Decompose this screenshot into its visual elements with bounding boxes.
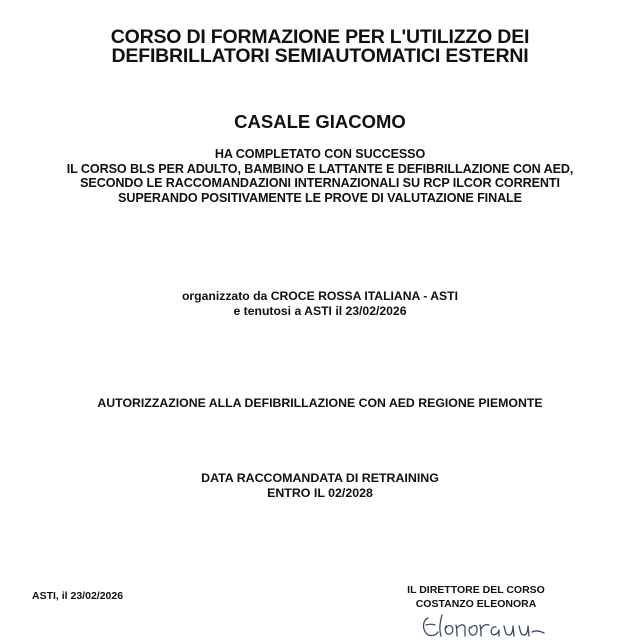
retraining-label: DATA RACCOMANDATA DI RETRAINING [201, 471, 439, 485]
organizer-info [0, 289, 640, 319]
retraining-deadline: ENTRO IL 02/2028 [267, 486, 373, 500]
certificate-title [0, 28, 640, 66]
director-role: IL DIRETTORE DEL CORSO [407, 584, 545, 596]
authorization-statement: AUTORIZZAZIONE ALLA DEFIBRILLAZIONE CON AED REGIONE PIEMONTE [97, 396, 543, 410]
completion-line-2: IL CORSO BLS PER ADULTO, BAMBINO E LATTANTE E DEFIBRILLAZIONE CON AED, [66, 161, 574, 176]
completion-line-3: SECONDO LE RACCOMANDAZIONI INTERNAZIONALI SU RCP ILCOR CORRENTI [80, 176, 560, 190]
completion-statement [0, 147, 640, 205]
recipient-name: CASALE GIACOMO [234, 111, 406, 132]
venue-date-line: e tenutosi a ASTI il 23/02/2026 [233, 304, 407, 318]
organizer-line: organizzato da CROCE ROSSA ITALIANA - ASTI [181, 289, 459, 303]
signature-image [420, 612, 550, 640]
completion-line-4: SUPERANDO POSITIVAMENTE LE PROVE DI VALUTAZIONE FINALE [118, 190, 522, 205]
title-line-2: DEFIBRILLATORI SEMIAUTOMATICI ESTERNI [111, 45, 529, 67]
retraining-info [0, 471, 640, 501]
completion-line-1: HA COMPLETATO CON SUCCESSO [214, 147, 426, 161]
director-name: COSTANZO ELEONORA [415, 597, 537, 610]
director-block [402, 584, 550, 611]
title-line-1: CORSO DI FORMAZIONE PER L'UTILIZZO DEI [110, 26, 530, 48]
place-date: ASTI, il 23/02/2026 [32, 590, 124, 602]
